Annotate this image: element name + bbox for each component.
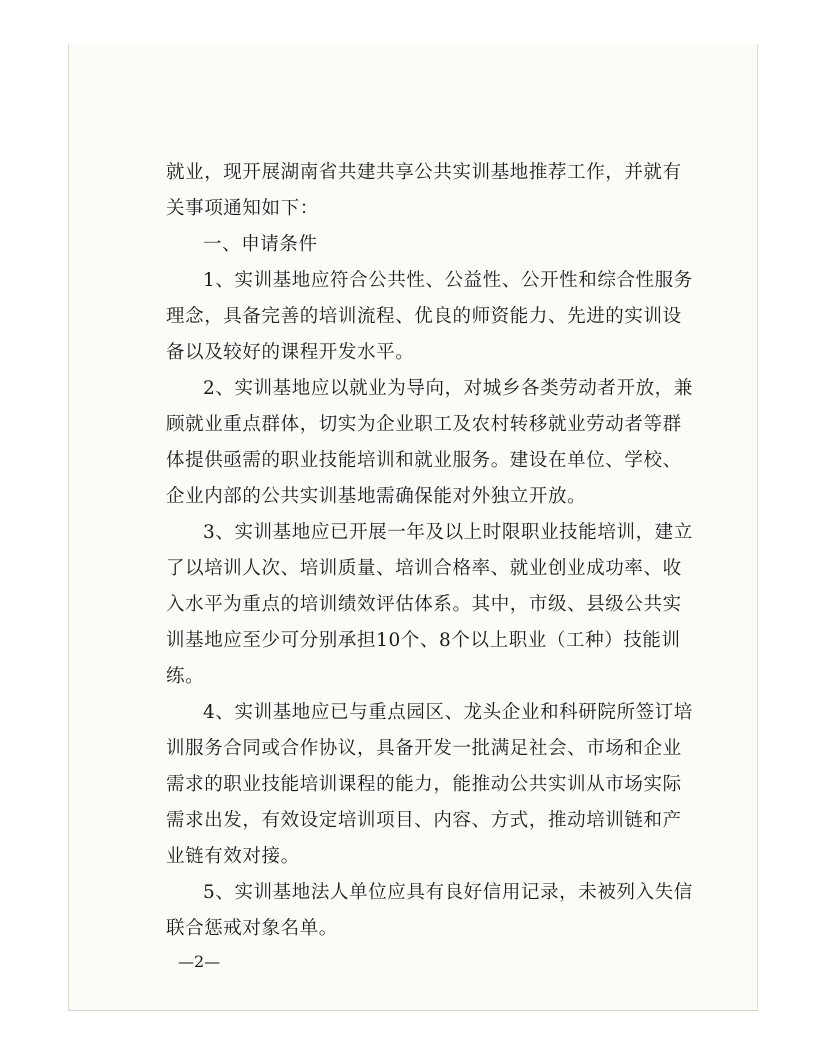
text-line: 练。 <box>166 666 205 687</box>
text-line: 1、实训基地应符合公共性、公益性、公开性和综合性服务 <box>203 270 693 291</box>
text-line: 3、实训基地应已开展一年及以上时限职业技能培训，建立 <box>203 522 693 543</box>
text-line: 需求的职业技能培训课程的能力，能推动公共实训从市场实际 <box>166 774 682 795</box>
text-line: 4、实训基地应已与重点园区、龙头企业和科研院所签订培 <box>203 702 693 723</box>
text-line: 业链有效对接。 <box>166 846 300 867</box>
text-line: 备以及较好的课程开发水平。 <box>166 342 415 363</box>
text-line: 5、实训基地法人单位应具有良好信用记录，未被列入失信 <box>203 882 693 903</box>
text-line: 需求出发，有效设定培训项目、内容、方式，推动培训链和产 <box>166 810 682 831</box>
text-line: 关事项通知如下： <box>166 198 319 219</box>
section-heading: 一、申请条件 <box>203 234 318 255</box>
text-line: 就业，现开展湖南省共建共享公共实训基地推荐工作，并就有 <box>166 162 682 183</box>
text-line: 入水平为重点的培训绩效评估体系。其中，市级、县级公共实 <box>166 594 682 615</box>
text-line: 2、实训基地应以就业为导向，对城乡各类劳动者开放，兼 <box>203 378 693 399</box>
text-line: 训服务合同或合作协议，具备开发一批满足社会、市场和企业 <box>166 738 682 759</box>
text-line: 体提供亟需的职业技能培训和就业服务。建设在单位、学校、 <box>166 450 682 471</box>
text-line: 训基地应至少可分别承担10个、8个以上职业（工种）技能训 <box>166 630 681 651</box>
text-line: 了以培训人次、培训质量、培训合格率、就业创业成功率、收 <box>166 558 682 579</box>
text-line: 顾就业重点群体，切实为企业职工及农村转移就业劳动者等群 <box>166 414 682 435</box>
page-number: —2— <box>178 952 221 971</box>
text-line: 联合惩戒对象名单。 <box>166 918 338 939</box>
text-line: 理念，具备完善的培训流程、优良的师资能力、先进的实训设 <box>166 306 682 327</box>
text-line: 企业内部的公共实训基地需确保能对外独立开放。 <box>166 486 587 507</box>
